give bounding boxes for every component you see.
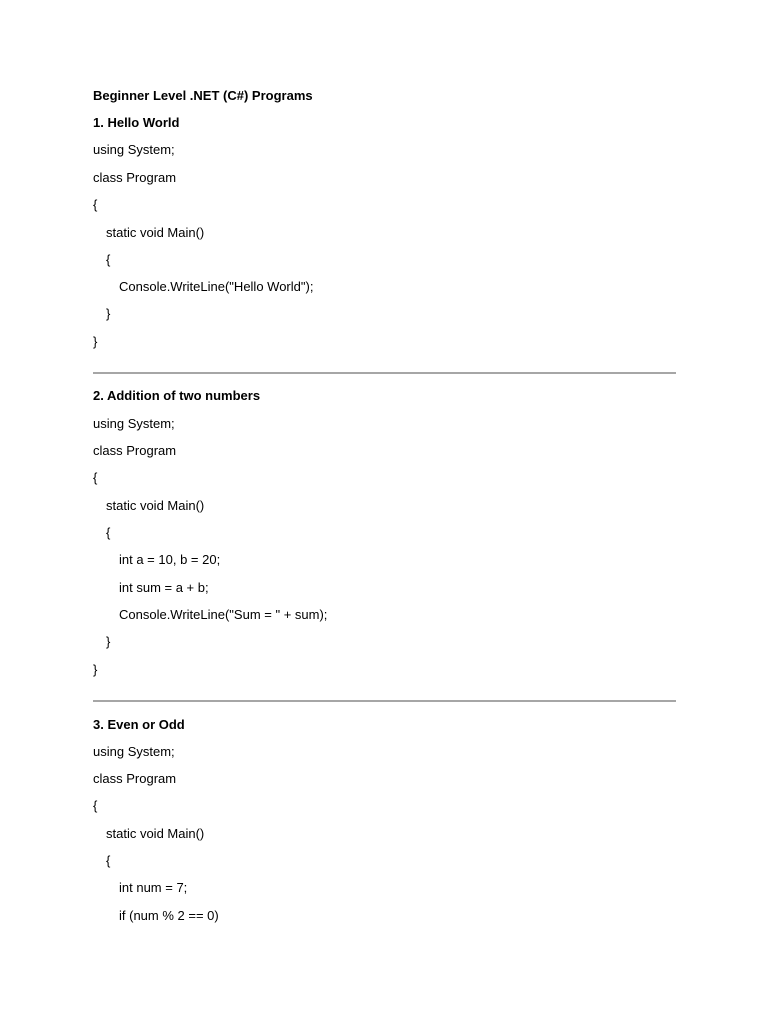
code-line: Console.WriteLine("Hello World");	[119, 279, 314, 294]
code-line: int a = 10, b = 20;	[119, 552, 221, 567]
code-line: using System;	[93, 416, 175, 431]
code-line: Console.WriteLine("Sum = " + sum);	[119, 607, 328, 622]
code-line: }	[93, 662, 98, 677]
code-line: int num = 7;	[119, 880, 188, 895]
code-line: {	[106, 252, 111, 267]
document-title: Beginner Level .NET (C#) Programs	[93, 88, 313, 103]
code-line: int sum = a + b;	[119, 580, 209, 595]
code-line: static void Main()	[106, 498, 205, 513]
code-line: }	[93, 334, 98, 349]
code-line: }	[106, 306, 111, 321]
code-line: class Program	[93, 443, 177, 458]
code-line: static void Main()	[106, 826, 205, 841]
code-line: static void Main()	[106, 225, 205, 240]
code-line: {	[106, 853, 111, 868]
section-heading-hello-world: 1. Hello World	[93, 115, 180, 130]
code-line: {	[93, 798, 98, 813]
section-heading-even-odd: 3. Even or Odd	[93, 717, 185, 732]
section-divider	[93, 372, 676, 374]
code-line: using System;	[93, 744, 175, 759]
code-line: {	[93, 197, 98, 212]
code-line: using System;	[93, 142, 175, 157]
section-heading-addition: 2. Addition of two numbers	[93, 388, 261, 403]
section-divider	[93, 700, 676, 702]
code-line: {	[93, 470, 98, 485]
code-line: {	[106, 525, 111, 540]
code-line: }	[106, 634, 111, 649]
code-line: class Program	[93, 170, 177, 185]
code-line: if (num % 2 == 0)	[119, 908, 219, 923]
code-line: class Program	[93, 771, 177, 786]
